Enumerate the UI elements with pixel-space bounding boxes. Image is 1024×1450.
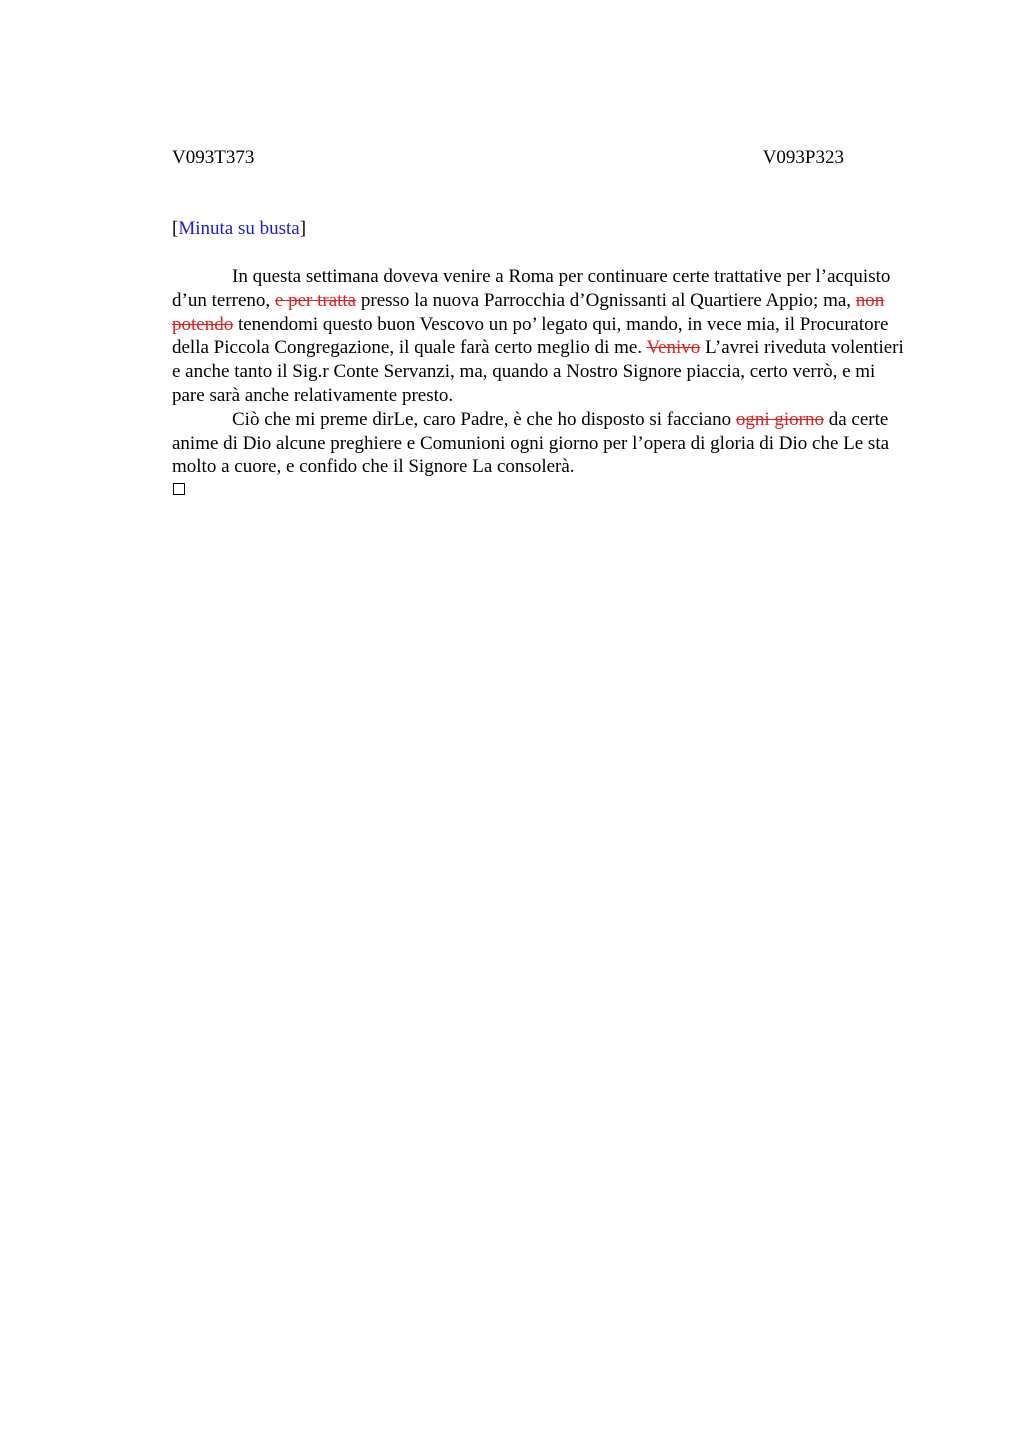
- deleted-text: e per tratta: [274, 289, 357, 311]
- paragraph-1-text-4: L’avrei riveduta volentieri e anche tanto il Sig.r Conte Servanzi, ma, quando a Nostro Signore piaccia, certo verrò, e mi pare sarà anche relativamente presto.: [172, 337, 904, 406]
- paragraph-1-text-3: tenendomi questo buon Vescovo un po’ legato qui, mando, in vece mia, il Procuratore della Piccola Congregazione, il quale farà certo meglio di me.: [172, 313, 889, 359]
- letter-body: [172, 265, 910, 479]
- end-square-icon: [173, 483, 185, 495]
- paragraph-1: [172, 265, 910, 408]
- note-open-bracket: [: [172, 218, 179, 239]
- paragraph-1-text-1: In questa settimana doveva venire a Roma per continuare certe trattative per l’acquisto d’un terreno,: [172, 266, 891, 311]
- deleted-text: non potendo: [172, 289, 885, 335]
- header-codes: [172, 146, 844, 170]
- paragraph-2-text-2: da certe anime di Dio alcune preghiere e Comunioni ogni giorno per l’opera di gloria di Dio che Le sta molto a cuore, e confido che il Signore La consolerà.: [172, 408, 890, 478]
- deleted-text: ogni giorno: [735, 408, 824, 430]
- document-code-right: V093P323: [762, 147, 844, 168]
- paragraph-2-text-1: Ciò che mi preme dirLe, caro Padre, è che ho disposto si facciano: [232, 408, 736, 430]
- paragraph-1-text-2: presso la nuova Parrocchia d’Ognissanti al Quartiere Appio; ma,: [356, 289, 856, 311]
- document-code-left: V093T373: [172, 147, 255, 168]
- note-close-bracket: ]: [299, 218, 307, 239]
- editorial-note: [172, 217, 306, 241]
- paragraph-2: [172, 408, 910, 479]
- deleted-text: Venivo: [646, 337, 701, 359]
- note-label: Minuta su busta: [178, 218, 300, 239]
